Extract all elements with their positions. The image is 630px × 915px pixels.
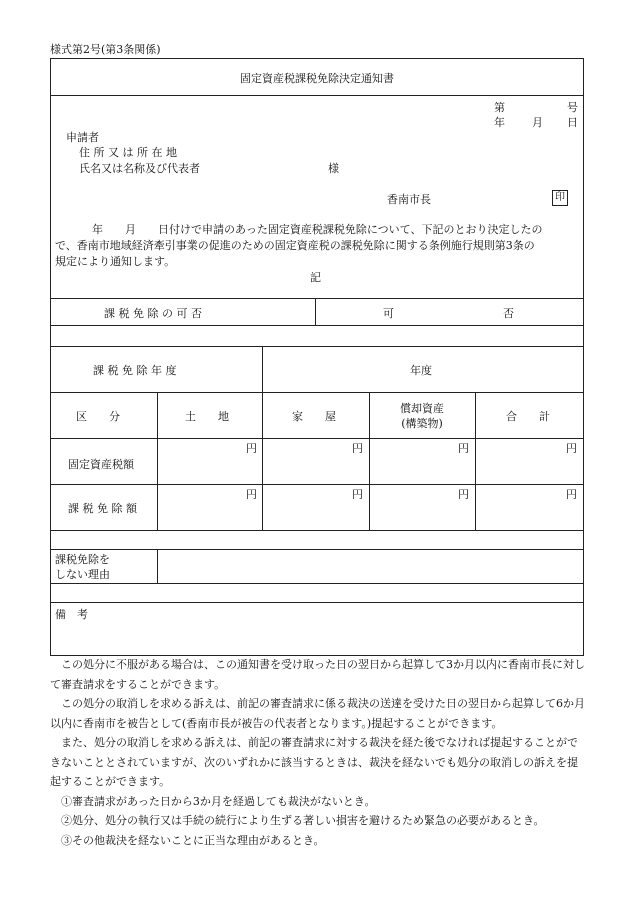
approval-ka: 可 [383, 307, 394, 320]
date-day: 日 [567, 116, 578, 129]
divider [50, 549, 584, 550]
note-item: ②処分、処分の執行又は手続の続行により生ずる著しい損害を避けるため緊急の必要があるとき。 [61, 814, 545, 827]
honorific: 様 [328, 162, 339, 175]
exemption-year-label: 課 税 免 除 年 度 [93, 364, 177, 377]
row-exemption-amount-label: 課 税 免 除 額 [68, 502, 137, 515]
divider [50, 438, 584, 439]
divider [262, 346, 263, 530]
unit-yen: 円 [566, 442, 577, 455]
divider [50, 530, 584, 531]
note-paragraph: また、処分の取消しを求める訴えは、前記の審査請求に対する裁決を経た後でなければ提起することができないこととされていますが、次のいずれかに該当するときは、裁決を経ないでも処分の取消しの訴えを提起することができます。 [50, 736, 578, 788]
note-paragraph: この処分の取消しを求める訴えは、前記の審査請求に係る裁決の送達を受けた日の翌日から起算して6か月以内に香南市を被告として(香南市長が被告の代表者となります。)提起することができます。 [50, 697, 585, 730]
applicant-heading: 申請者 [66, 131, 99, 144]
issuer-title: 香南市長 [387, 193, 431, 206]
date-year: 年 [494, 116, 505, 129]
unit-yen: 円 [352, 488, 363, 501]
header-house: 家 屋 [292, 410, 336, 423]
ki-mark: 記 [310, 271, 321, 284]
divider [157, 549, 158, 583]
unit-yen: 円 [352, 442, 363, 455]
exemption-year-value: 年度 [410, 364, 432, 377]
header-depreciable: 償却資産 [400, 402, 444, 415]
document-title: 固定資産税課税免除決定通知書 [240, 72, 394, 85]
reason-label-line-1: 課税免除を [55, 553, 110, 566]
divider [50, 325, 584, 326]
divider [50, 346, 584, 347]
divider [315, 298, 316, 325]
doc-number-suffix: 号 [567, 101, 578, 114]
divider [50, 95, 584, 96]
approval-label: 課 税 免 除 の 可 否 [104, 307, 202, 320]
form-number: 様式第2号(第3条関係) [50, 43, 161, 56]
divider [157, 392, 158, 530]
remarks-label: 備 考 [55, 608, 88, 621]
row-tax-amount-label: 固定資産税額 [68, 458, 134, 471]
reason-label-line-2: しない理由 [55, 568, 110, 581]
body-line-1: 年 月 日付けで申請のあった固定資産税課税免除について、下記のとおり決定したの [92, 223, 543, 236]
name-label: 氏名又は名称及び代表者 [79, 162, 200, 175]
appeal-notes [50, 655, 585, 850]
divider [50, 484, 584, 485]
divider [50, 602, 584, 603]
address-label: 住 所 又 は 所 在 地 [79, 146, 177, 159]
note-item: ③その他裁決を経ないことに正当な理由があるとき。 [61, 833, 325, 847]
body-line-3: 規定により通知します。 [55, 255, 176, 268]
body-line-2: で、香南市地域経済牽引事業の促進のための固定資産税の課税免除に関する条例施行規則第3条の [55, 239, 535, 252]
divider [50, 298, 584, 299]
approval-hi: 否 [503, 307, 514, 320]
header-total: 合 計 [506, 410, 550, 423]
unit-yen: 円 [458, 488, 469, 501]
unit-yen: 円 [246, 442, 257, 455]
unit-yen: 円 [566, 488, 577, 501]
divider [50, 583, 584, 584]
doc-number-prefix: 第 [494, 101, 505, 114]
header-land: 土 地 [185, 410, 229, 423]
note-paragraph: この処分に不服がある場合は、この通知書を受け取った日の翌日から起算して3か月以内に香南市長に対して審査請求をすることができます。 [50, 658, 585, 691]
divider [50, 392, 584, 393]
divider [475, 392, 476, 530]
unit-yen: 円 [458, 442, 469, 455]
seal-mark: 印 [552, 190, 568, 206]
date-month: 月 [532, 116, 543, 129]
header-kubun: 区 分 [76, 410, 120, 423]
header-depreciable-sub: (構築物) [401, 417, 443, 430]
unit-yen: 円 [246, 488, 257, 501]
note-item: ①審査請求があった日から3か月を経過しても裁決がないとき。 [61, 794, 376, 808]
